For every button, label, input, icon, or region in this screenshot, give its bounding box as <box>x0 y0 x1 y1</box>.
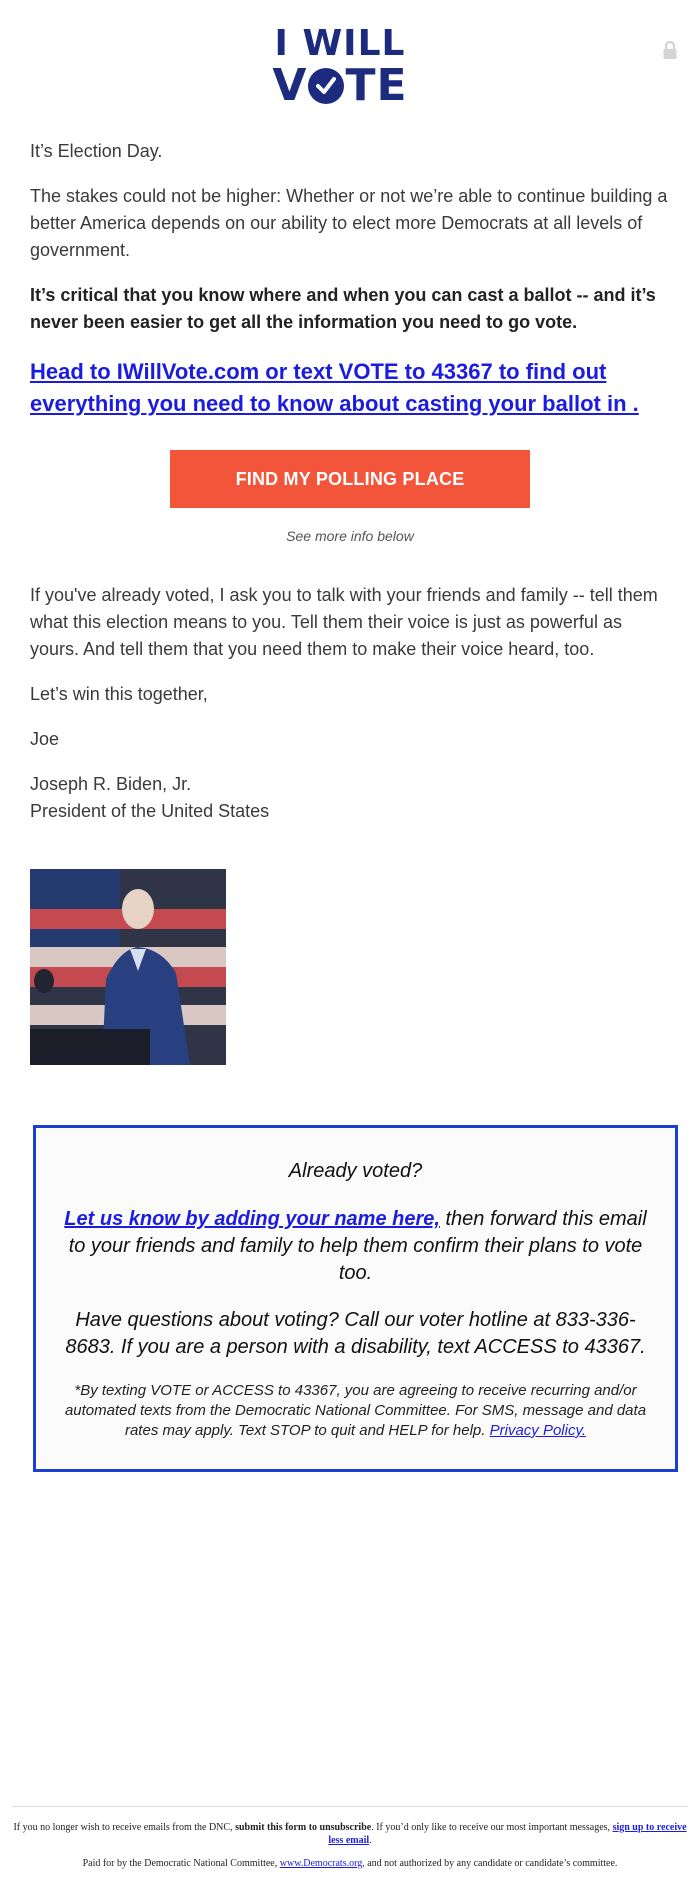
logo-te: TE <box>345 60 408 111</box>
iwillvote-link[interactable]: Head to IWillVote.com or text VOTE to 43367 to find out everything you need to know about casting your ballot in . <box>30 359 639 416</box>
find-polling-place-button[interactable]: FIND MY POLLING PLACE <box>170 450 530 508</box>
less-email-link[interactable]: sign up to receive less email <box>328 1822 687 1846</box>
already-voted-paragraph: If you've already voted, I ask you to talk with your friends and family -- tell them what this election means to you. Tell them their voice is just as powerful as yours. And tell them that you need them to make their voice heard, too. <box>30 585 658 659</box>
email-header <box>0 0 700 120</box>
unsubscribe-end: . <box>369 1835 372 1846</box>
let-us-know-text <box>56 1206 655 1287</box>
unsubscribe-line <box>12 1821 688 1847</box>
stakes-paragraph: The stakes could not be higher: Whether or not we’re able to continue building a better America depends on our ability to elect more Democrats at all levels of government. <box>30 186 668 260</box>
paid-for-text: Paid for by the Democratic National Committee, <box>82 1858 280 1869</box>
see-more-text: See more info below <box>286 528 414 544</box>
forward-email-text: then forward this email to your friends and family to help them confirm their plans to vote too. <box>68 1208 647 1284</box>
already-voted-box <box>33 1125 678 1472</box>
email-body <box>0 138 700 1065</box>
sign-off-text: Joe <box>30 729 60 749</box>
signature-block <box>30 771 670 825</box>
email-footer <box>12 1806 688 1870</box>
unsubscribe-form-link[interactable]: submit this form to unsubscribe <box>235 1822 372 1833</box>
voter-hotline-text: Have questions about voting? Call our voter hotline at 833-336-8683. If you are a person with a disability, text ACCESS to 43367. <box>65 1309 646 1358</box>
button-wrapper <box>30 450 670 508</box>
important-messages-text: . If you’d only like to receive our most important messages, <box>371 1822 613 1833</box>
unsubscribe-text: If you no longer wish to receive emails from the DNC, <box>13 1822 236 1833</box>
checkmark-icon <box>308 68 344 104</box>
signature-title: President of the United States <box>30 801 270 821</box>
lock-icon <box>662 40 678 60</box>
critical-paragraph: It’s critical that you know where and when you can cast a ballot -- and it’s never been easier to get all the information you need to go vote. <box>30 285 656 332</box>
election-day-text: It’s Election Day. <box>30 141 163 161</box>
win-together-text: Let’s win this together, <box>30 684 208 704</box>
i-will-vote-logo[interactable] <box>270 23 410 111</box>
logo-line1: I WILL <box>274 23 406 64</box>
logo-line2 <box>270 60 410 111</box>
logo-v: V <box>272 60 308 111</box>
sms-disclaimer <box>56 1381 655 1441</box>
sms-disclaimer-text: *By texting VOTE or ACCESS to 43367, you are agreeing to receive recurring and/or automated texts from the Democratic National Committee. For SMS, message and data rates may apply. Text STOP to quit and HELP for help. <box>64 1382 647 1439</box>
already-voted-question: Already voted? <box>288 1160 423 1182</box>
signature-name: Joseph R. Biden, Jr. <box>30 774 192 794</box>
democrats-org-link[interactable]: www.Democrats.org <box>279 1858 363 1869</box>
president-photo <box>30 869 226 1065</box>
paid-for-line <box>12 1857 688 1870</box>
not-authorized-text: , and not authorized by any candidate or candidate’s committee. <box>362 1858 618 1869</box>
privacy-policy-link[interactable]: Privacy Policy. <box>489 1422 587 1439</box>
add-name-link[interactable]: Let us know by adding your name here, <box>64 1208 440 1230</box>
